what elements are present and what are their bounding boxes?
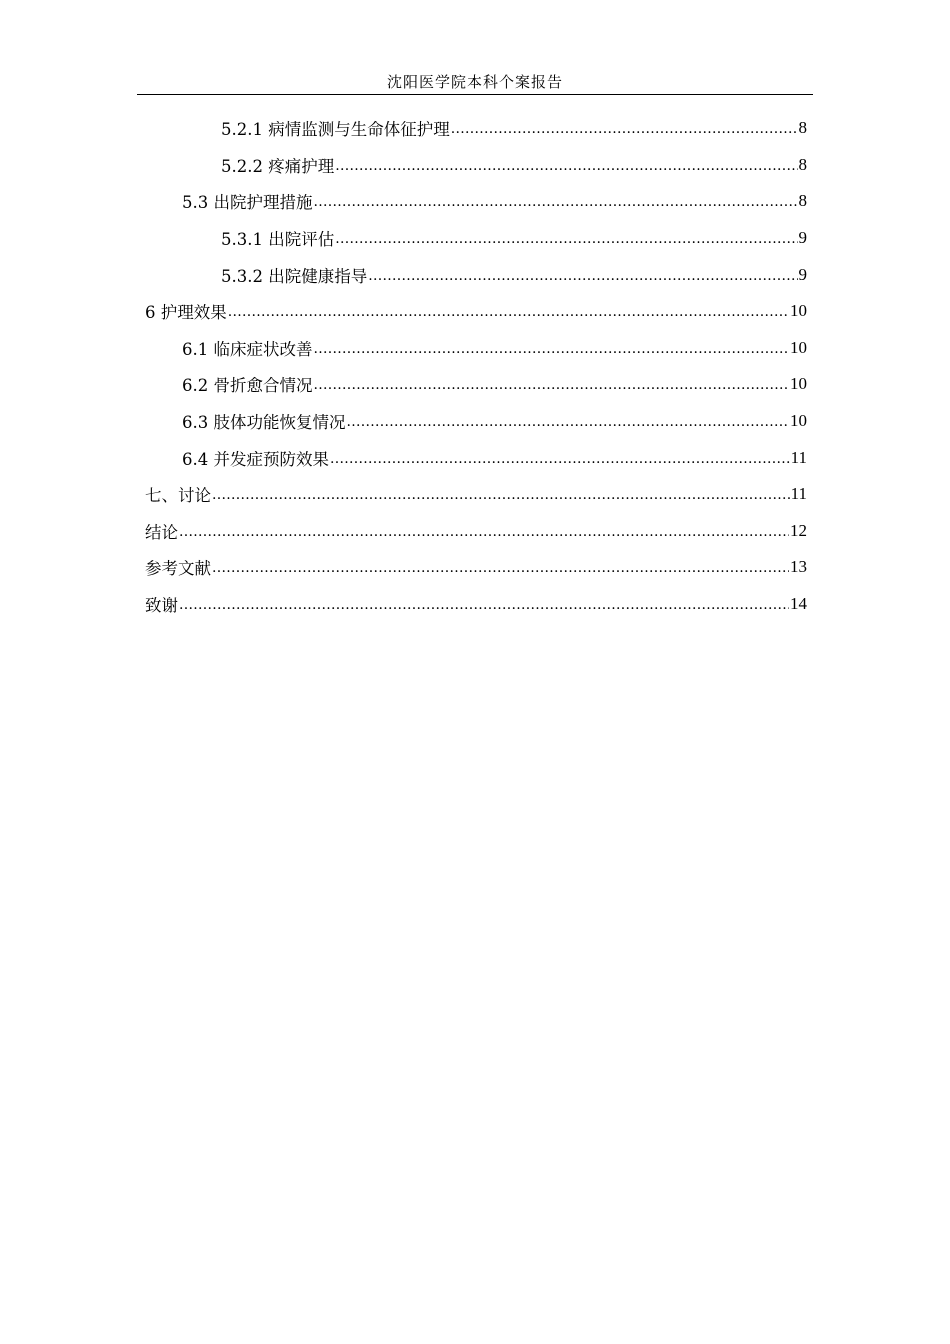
- toc-entry[interactable]: [145, 183, 807, 220]
- toc-leader-dots: [335, 229, 797, 249]
- toc-entry-page: 10: [790, 337, 807, 357]
- toc-leader-dots: [314, 339, 790, 359]
- table-of-contents: [145, 110, 807, 622]
- toc-entry[interactable]: [145, 476, 807, 513]
- toc-leader-dots: [179, 595, 789, 615]
- toc-entry[interactable]: [145, 147, 807, 184]
- toc-entry-label: 5.3.1 出院评估: [221, 230, 335, 250]
- toc-leader-dots: [330, 449, 790, 469]
- toc-entry-page: 10: [790, 374, 807, 394]
- toc-entry-label: 6.3 肢体功能恢复情况: [182, 413, 346, 433]
- toc-entry-label: 5.2.2 疼痛护理: [221, 156, 335, 176]
- toc-entry[interactable]: [145, 586, 807, 623]
- toc-entry[interactable]: [145, 293, 807, 330]
- toc-entry-page: 12: [790, 520, 807, 540]
- toc-entry-label: 5.3.2 出院健康指导: [221, 266, 368, 286]
- toc-entry[interactable]: [145, 220, 807, 257]
- toc-entry[interactable]: [145, 256, 807, 293]
- toc-entry[interactable]: [145, 513, 807, 550]
- toc-entry-page: 14: [790, 594, 807, 614]
- toc-entry-label: 6.2 骨折愈合情况: [182, 376, 313, 396]
- toc-entry-label: 5.3 出院护理措施: [182, 193, 313, 213]
- toc-entry-label: 参考文献: [145, 559, 211, 579]
- toc-entry[interactable]: [145, 403, 807, 440]
- toc-leader-dots: [212, 558, 789, 578]
- toc-leader-dots: [368, 266, 797, 286]
- toc-entry-page: 8: [798, 118, 807, 138]
- toc-entry-page: 13: [790, 557, 807, 577]
- toc-leader-dots: [212, 485, 790, 505]
- toc-entry-page: 11: [790, 484, 807, 504]
- toc-entry-label: 6.1 临床症状改善: [182, 339, 313, 359]
- toc-leader-dots: [179, 522, 789, 542]
- header-title: 沈阳医学院本科个案报告: [386, 73, 563, 91]
- toc-entry-page: 10: [790, 301, 807, 321]
- toc-leader-dots: [228, 302, 789, 322]
- toc-entry-label: 6 护理效果: [145, 303, 227, 323]
- toc-leader-dots: [347, 412, 790, 432]
- toc-entry-label: 6.4 并发症预防效果: [182, 449, 329, 469]
- toc-entry-label: 结论: [145, 522, 178, 542]
- toc-entry[interactable]: [145, 330, 807, 367]
- toc-entry-page: 8: [798, 191, 807, 211]
- toc-entry[interactable]: [145, 110, 807, 147]
- page-header: [137, 70, 813, 95]
- toc-leader-dots: [314, 375, 790, 395]
- toc-entry-label: 致谢: [145, 596, 178, 616]
- toc-entry-page: 9: [798, 228, 807, 248]
- toc-leader-dots: [451, 119, 798, 139]
- toc-entry-label: 5.2.1 病情监测与生命体征护理: [221, 120, 450, 140]
- toc-entry[interactable]: [145, 439, 807, 476]
- toc-entry-page: 10: [790, 411, 807, 431]
- toc-entry-page: 11: [790, 447, 807, 467]
- toc-entry-page: 8: [798, 154, 807, 174]
- toc-leader-dots: [335, 156, 797, 176]
- toc-entry-page: 9: [798, 264, 807, 284]
- toc-entry-label: 七、讨论: [145, 486, 211, 506]
- toc-leader-dots: [314, 192, 798, 212]
- toc-entry[interactable]: [145, 366, 807, 403]
- toc-entry[interactable]: [145, 549, 807, 586]
